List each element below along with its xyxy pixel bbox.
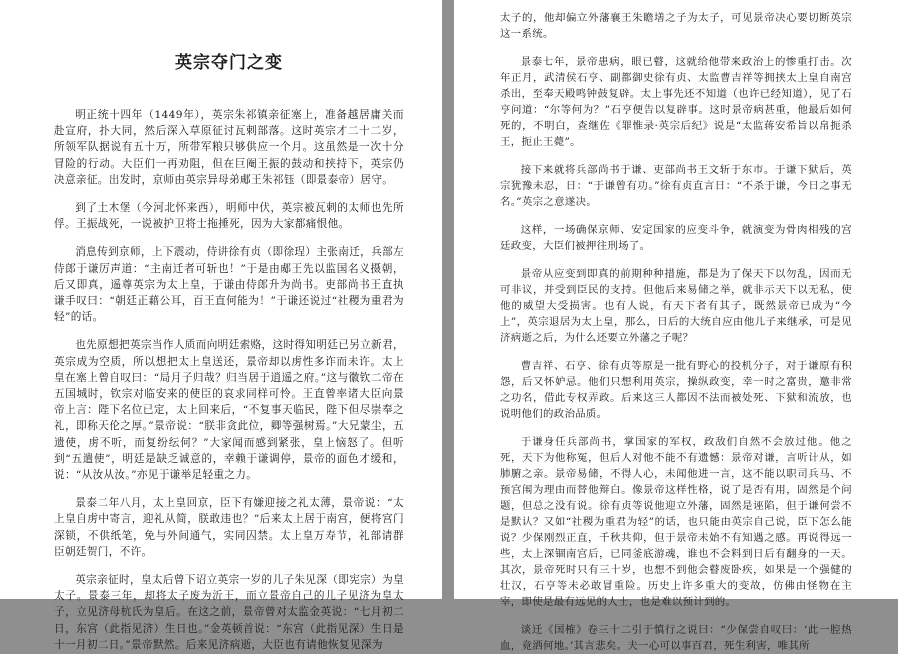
paragraph: 于谦身任兵部尚书，掌国家的军权，政敌们自然不会放过他。他之死，天下为他称冤，但后人对他不能不有遗憾：景帝对谦，言听计从，如肺腑之亲。景帝易储，不得人心，未闻他进一言，这不能以职司兵马、不预宫闱为理由而替他辩白。像景帝这样性格，说了是否有用，固然是个问题，但总之没有说。徐有贞等说他迎立外藩，固然是诬陷，但于谦何尝不是默认？又如“社稷为重君为轻”的话，也只能由英宗自己说，臣下怎么能说？少保刚烈正直，千秋共仰，但于景帝未始不有知遇之感。再说得远一些，太上深锢南宫后，已同釜底游魂，谁也不会料到日后有翻身的一天。其次，景帝死时只有三十岁，也想不到他会瞽废卧疾，如果是一个强健的壮汉，石亨等未必敢冒重险。历史上许多重大的变故，仿佛由怪物在主宰，即使是最有远见的人士，也是难以预计到的。 bbox=[500, 436, 852, 608]
paragraph: 曹吉祥、石亨、徐有贞等原是一批有野心的投机分子，对于谦原有积怨，后又怀妒忌。他们只想利用英宗，操纵政变，幸一时之富贵，邀非常之功名，借此专权弄政。后来这三人都因不法而被处死、下狱和流放，也说明他们的政治品质。 bbox=[500, 360, 852, 420]
paragraph: 景泰七年，景帝患病，眼已瞽，这就给他带来政治上的惨重打击。次年正月，武清侯石亨、副都御史徐有贞、太监曹吉祥等拥挟太上皇自南宫杀出，至奉天殿鸣钟鼓复辟。太上事先还不知道（也许已经知道），见了石亨问道：“尔等何为？”石亨便告以复辟事。这时景帝病甚重，他最后如何死的，不明白，查继佐《罪惟录·英宗后纪》说是“太监蒋安希旨以帛扼杀王，扼止王薨”。 bbox=[500, 56, 852, 148]
paragraph: 英宗亲征时，皇太后曾下诏立英宗一岁的儿子朱见深（即宪宗）为皇太子。景泰三年，却将太子废为沂王，而立景帝自己的儿子见济为皇太子，立见济母杭氏为皇后。在这之前，景帝曾对太监金英说：“七月初二日，东宫（此指见济）生日也。”金英顿首说：“东宫（此指见深）生日是十一月初二日。”景帝默然。后来见济病逝，大臣也有请他恢复见深为 bbox=[54, 574, 404, 651]
paragraph: 谈迁《国榷》卷三十二引于慎行之说曰：“少保尝自叹曰：‘此一腔热血，竟洒何地。’其言悲矣。夫一心可以事百君，死生利害，唯其所 bbox=[500, 624, 852, 652]
paragraph: 消息传到京师，上下震动，侍讲徐有贞（即徐珵）主张南迁，兵部左侍郎于谦厉声道：“主南迁者可斩也！”于是由郕王先以监国名义摄朝，后又即真，遥尊英宗为太上皇，于谦由侍郎升为尚书。吏部尚书王直执谦手叹曰：“朝廷正藉公耳，百王直何能为！”于谦还说过“社稷为重君为轻”的话。 bbox=[54, 246, 404, 324]
paragraph: 接下来就将兵部尚书于谦、吏部尚书王文斩于东市。于谦下狱后，英宗犹豫未忍，日：“于谦曾有功。”徐有贞直言日：“不杀于谦，今日之事无名。”英宗之意遂决。 bbox=[500, 164, 852, 208]
document-title: 英宗夺门之变 bbox=[175, 53, 283, 73]
paragraph: 也先原想把英宗当作人质而向明廷索赂，这时得知明廷已另立新君，英宗成为空质，所以想把太上皇送还，景帝却以虏性多诈而未许。太上皇在塞上曾自叹曰：“局月子归哉？归当居于逍遥之府。”这与徽钦二帝在五国城时，钦宗对临安来的使臣的哀求同样可怜。王直曾率诸大臣向景帝上言：陛下名位已定，太上回来后，“不复事天临民，陛下但尽崇奉之礼，即称天伦之厚。”景帝说：“朕非贪此位，卿等强树焉。”大兄蒙尘，五遗使，虏不听，而复纷纭何？”大家闻而感到紧张，皇上恼怒了。但听到“五遣使”，明廷是缺乏诚意的，幸赖于谦调停，景帝的面色才缓和，说：“从汝从汝。”亦见于谦举足轻重之力。 bbox=[54, 339, 404, 482]
paragraph: 到了土木堡（今河北怀来西），明师中伏，英宗被瓦剌的太师也先所俘。王振战死，一说被护卫将士拖捶死，因为大家都痛恨他。 bbox=[54, 202, 404, 231]
paragraph: 景帝从应变到即真的前期种种措施，都是为了保天下以勿乱，因而无可非议，并受到臣民的支持。但他后来易储之举，就非示天下以无私，使他的威望大受损害。也有人说，有天下者有其子，既然景帝已成为“今上”，英宗退居为太上皇，那么，日后的大统自应由他儿子来继承，可是见济病逝之后，为什么还要立外藩之子呢？ bbox=[500, 268, 852, 344]
paragraph-continued: 太子的，他却偏立外藩襄王朱瞻墡之子为太子，可见景帝决心要切断英宗这一系统。 bbox=[500, 12, 852, 40]
paragraph: 这样，一场确保京师、安定国家的应变斗争，就演变为骨肉相残的宫廷政变，大臣们被押往刑场了。 bbox=[500, 224, 852, 252]
right-page bbox=[454, 0, 898, 652]
paragraph: 景泰二年八月，太上皇回京，臣下有嫌迎接之礼太薄，景帝说：“太上皇自虏中寄言，迎礼从简，朕敢违也？”后来太上居于南宫，便将宫门深锁，不供纸笔，免与外间通气，实同囚禁。太上皇万寿节，礼部请群臣朝廷贺门，不许。 bbox=[54, 497, 404, 558]
paragraph: 明正统十四年（1449年），英宗朱祁镇亲征塞上，准备越居庸关而赴宣府，扑大同，然后深入草原征讨瓦剌部落。这时英宗才二十二岁，所领军队据说有五十万，所带军粮只够供应一个月。这虽然是一次十分冒险的行动。大臣们一再劝阻，但在巨阉王振的鼓动和挟持下，英宗仍决意亲征。出发时，京师由英宗异母弟郕王朱祁钰（即景泰帝）居守。 bbox=[54, 109, 404, 186]
left-page bbox=[0, 0, 442, 651]
